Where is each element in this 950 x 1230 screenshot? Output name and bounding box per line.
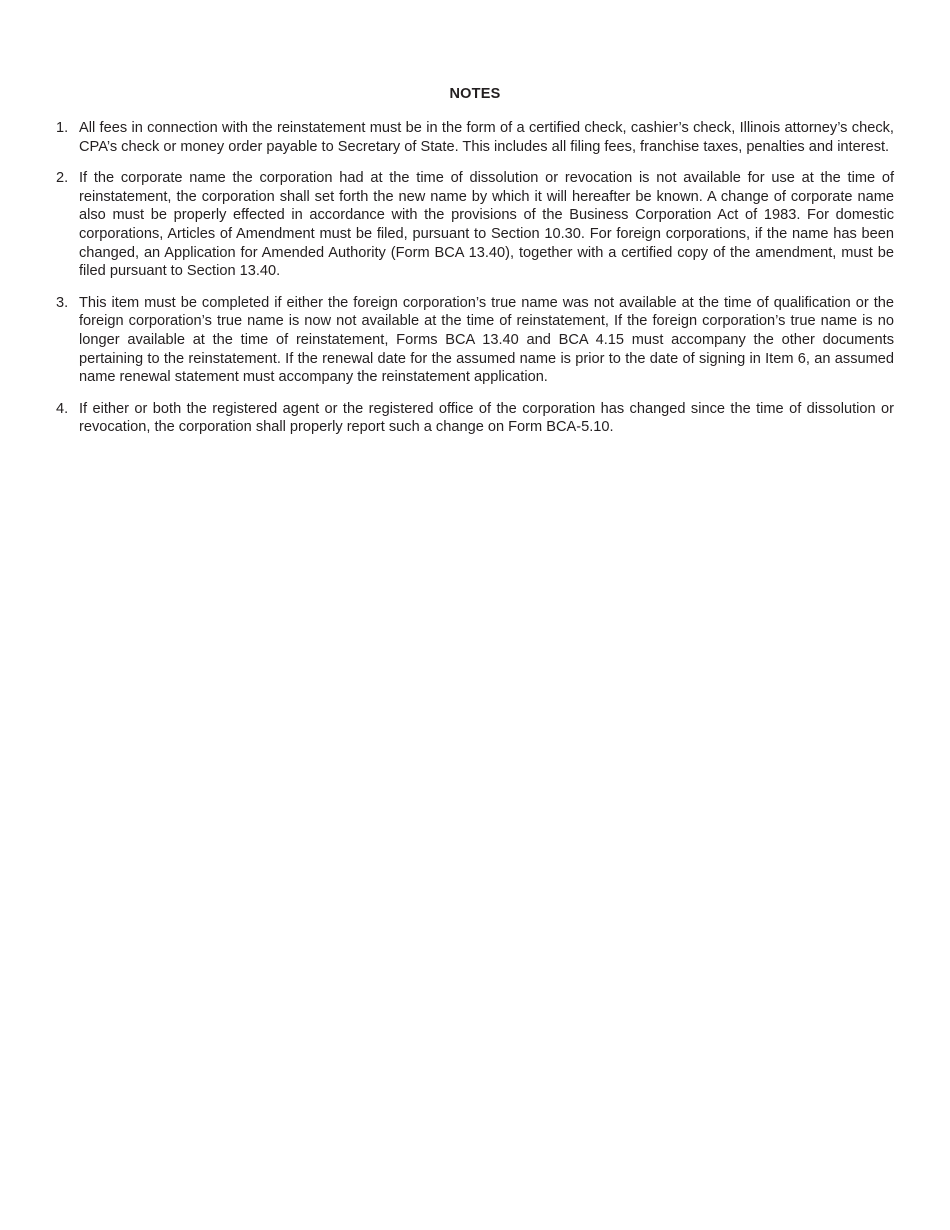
note-text: All fees in connection with the reinstatement must be in the form of a certified check, cashier’s check, Illinois attorney’s check, CPA’s check or money order payable to Secretary of State. This includes all filing fees, franchise taxes, penalties and interest. <box>79 120 894 155</box>
note-item <box>56 294 894 387</box>
note-number: 4. <box>56 400 69 417</box>
note-text: This item must be completed if either the foreign corporation’s true name was not available at the time of qualification or the foreign corporation’s true name is now not available at the time of reinstatement, If the foreign corporation’s true name is no longer available at the time of reinstatement, Forms BCA 13.40 and BCA 4.15 must accompany the other documents pertaining to the reinstatement. If the renewal date for the assumed name is prior to the date of signing in Item 6, an assumed name renewal statement must accompany the reinstatement application. <box>79 294 894 386</box>
note-number: 3. <box>56 294 69 311</box>
note-number: 1. <box>56 120 69 136</box>
note-item <box>56 169 894 281</box>
note-number: 2. <box>56 170 69 187</box>
page-title: NOTES <box>449 86 501 102</box>
notes-list <box>56 119 894 450</box>
note-text: If either or both the registered agent or the registered office of the corporation has changed since the time of dissolution or revocation, the corporation shall properly report such a change on Form BCA-5.10. <box>79 400 894 436</box>
note-text: If the corporate name the corporation had at the time of dissolution or revocation is not available for use at the time of reinstatement, the corporation shall set forth the new name by which it will hereafter be known. A change of corporate name also must be properly effected in accordance with the provisions of the Business Corporation Act of 1983. For domestic corporations, Articles of Amendment must be filed, pursuant to Section 10.30. For foreign corporations, if the name has been changed, an Application for Amended Authority (Form BCA 13.40), together with a certified copy of the amendment, must be filed pursuant to Section 13.40. <box>79 170 894 280</box>
note-item <box>56 119 894 156</box>
note-item <box>56 400 894 437</box>
